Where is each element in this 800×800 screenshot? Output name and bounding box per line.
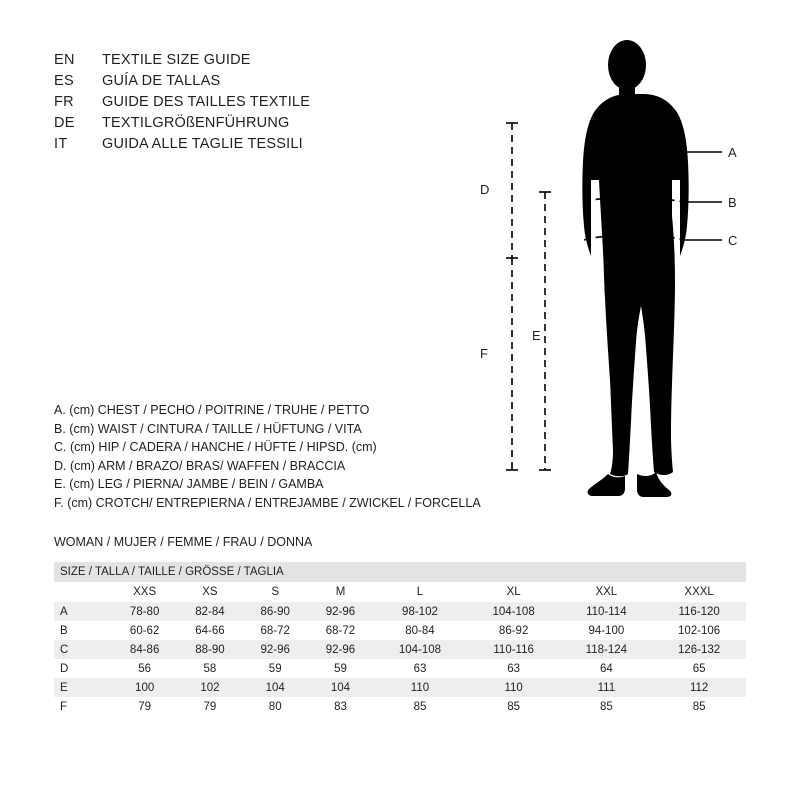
cell: 80 [243, 697, 308, 716]
cell: 64-66 [177, 621, 242, 640]
cell: 86-92 [467, 621, 561, 640]
column-header-m: M [308, 582, 373, 602]
cell: 85 [467, 697, 561, 716]
cell: 64 [560, 659, 652, 678]
callout-label-b: B [728, 195, 737, 210]
cell: 98-102 [373, 602, 467, 621]
legend-item-a: A. (cm) CHEST / PECHO / POITRINE / TRUHE / PETTO [54, 403, 370, 417]
size-table [54, 562, 746, 716]
column-header-xxl: XXL [560, 582, 652, 602]
title-text: TEXTILE SIZE GUIDE [102, 52, 251, 68]
title-block [54, 52, 474, 157]
cell: 59 [308, 659, 373, 678]
title-text: GUÍA DE TALLAS [102, 73, 221, 89]
table-header-row [54, 582, 746, 602]
cell: 63 [373, 659, 467, 678]
cell: 111 [560, 678, 652, 697]
legend-item-d: D. (cm) ARM / BRAZO/ BRAS/ WAFFEN / BRACCIA [54, 458, 346, 473]
cell: 110 [373, 678, 467, 697]
cell: 118-124 [560, 640, 652, 659]
cell: 104-108 [467, 602, 561, 621]
legend-item-e: E. (cm) LEG / PIERNA/ JAMBE / BEIN / GAMBA [54, 477, 324, 492]
cell: 85 [560, 697, 652, 716]
table-row [54, 621, 746, 640]
cell: 58 [177, 659, 242, 678]
column-header-xxs: XXS [112, 582, 177, 602]
cell: 68-72 [308, 621, 373, 640]
column-header-xl: XL [467, 582, 561, 602]
title-row [54, 136, 474, 157]
cell: 85 [652, 697, 746, 716]
cell: 102-106 [652, 621, 746, 640]
cell: 102 [177, 678, 242, 697]
cell: 65 [652, 659, 746, 678]
cell: 94-100 [560, 621, 652, 640]
legend-item-c: C. (cm) HIP / CADERA / HANCHE / HÜFTE / HIPSD. (cm) [54, 440, 377, 455]
cell: 110-114 [560, 602, 652, 621]
cell: 126-132 [652, 640, 746, 659]
title-row [54, 115, 474, 136]
cell: 79 [177, 697, 242, 716]
woman-silhouette-icon [582, 40, 688, 497]
cell: 68-72 [243, 621, 308, 640]
title-row [54, 52, 474, 73]
callout-label-c: C [728, 233, 738, 248]
cell: 92-96 [308, 640, 373, 659]
table-row [54, 659, 746, 678]
table-row [54, 640, 746, 659]
cell: 110 [467, 678, 561, 697]
measurement-legend [54, 401, 534, 513]
cell: 80-84 [373, 621, 467, 640]
legend-item-b: B. (cm) WAIST / CINTURA / TAILLE / HÜFTUNG / VITA [54, 421, 362, 436]
row-label: C [54, 640, 112, 659]
column-header-l: L [373, 582, 467, 602]
cell: 88-90 [177, 640, 242, 659]
cell: 63 [467, 659, 561, 678]
cell: 56 [112, 659, 177, 678]
cell: 92-96 [308, 602, 373, 621]
cell: 110-116 [467, 640, 561, 659]
cell: 60-62 [112, 621, 177, 640]
cell: 104-108 [373, 640, 467, 659]
cell: 82-84 [177, 602, 242, 621]
title-lang-code: DE [54, 115, 75, 131]
column-header-s: S [243, 582, 308, 602]
row-label: D [54, 659, 112, 678]
cell: 83 [308, 697, 373, 716]
bracket-label-f: F [480, 346, 488, 361]
cell: 104 [308, 678, 373, 697]
cell: 59 [243, 659, 308, 678]
cell: 104 [243, 678, 308, 697]
gender-label: WOMAN / MUJER / FEMME / FRAU / DONNA [54, 535, 313, 549]
title-lang-code: FR [54, 94, 74, 110]
cell: 112 [652, 678, 746, 697]
cell: 100 [112, 678, 177, 697]
title-lang-code: IT [54, 136, 68, 152]
title-text: TEXTILGRÖßENFÜHRUNG [102, 115, 290, 131]
cell: 92-96 [243, 640, 308, 659]
table-row [54, 678, 746, 697]
bracket-label-d: D [480, 182, 490, 197]
legend-item-f: F. (cm) CROTCH/ ENTREPIERNA / ENTREJAMBE / ZWICKEL / FORCELLA [54, 495, 481, 510]
row-label: E [54, 678, 112, 697]
callout-label-a: A [728, 145, 737, 160]
row-label: A [54, 602, 112, 621]
column-header-blank [54, 582, 112, 602]
cell: 78-80 [112, 602, 177, 621]
table-title-row [54, 562, 746, 582]
table-row [54, 697, 746, 716]
title-lang-code: EN [54, 52, 75, 68]
row-label: B [54, 621, 112, 640]
table-title: SIZE / TALLA / TAILLE / GRÖSSE / TAGLIA [54, 562, 746, 582]
bracket-label-e: E [532, 328, 541, 343]
table-row [54, 602, 746, 621]
cell: 116-120 [652, 602, 746, 621]
column-header-xxxl: XXXL [652, 582, 746, 602]
title-text: GUIDA ALLE TAGLIE TESSILI [102, 136, 303, 152]
cell: 79 [112, 697, 177, 716]
cell: 84-86 [112, 640, 177, 659]
row-label: F [54, 697, 112, 716]
title-text: GUIDE DES TAILLES TEXTILE [102, 94, 311, 110]
title-row [54, 73, 474, 94]
title-row [54, 94, 474, 115]
title-lang-code: ES [54, 73, 74, 89]
cell: 86-90 [243, 602, 308, 621]
column-header-xs: XS [177, 582, 242, 602]
cell: 85 [373, 697, 467, 716]
